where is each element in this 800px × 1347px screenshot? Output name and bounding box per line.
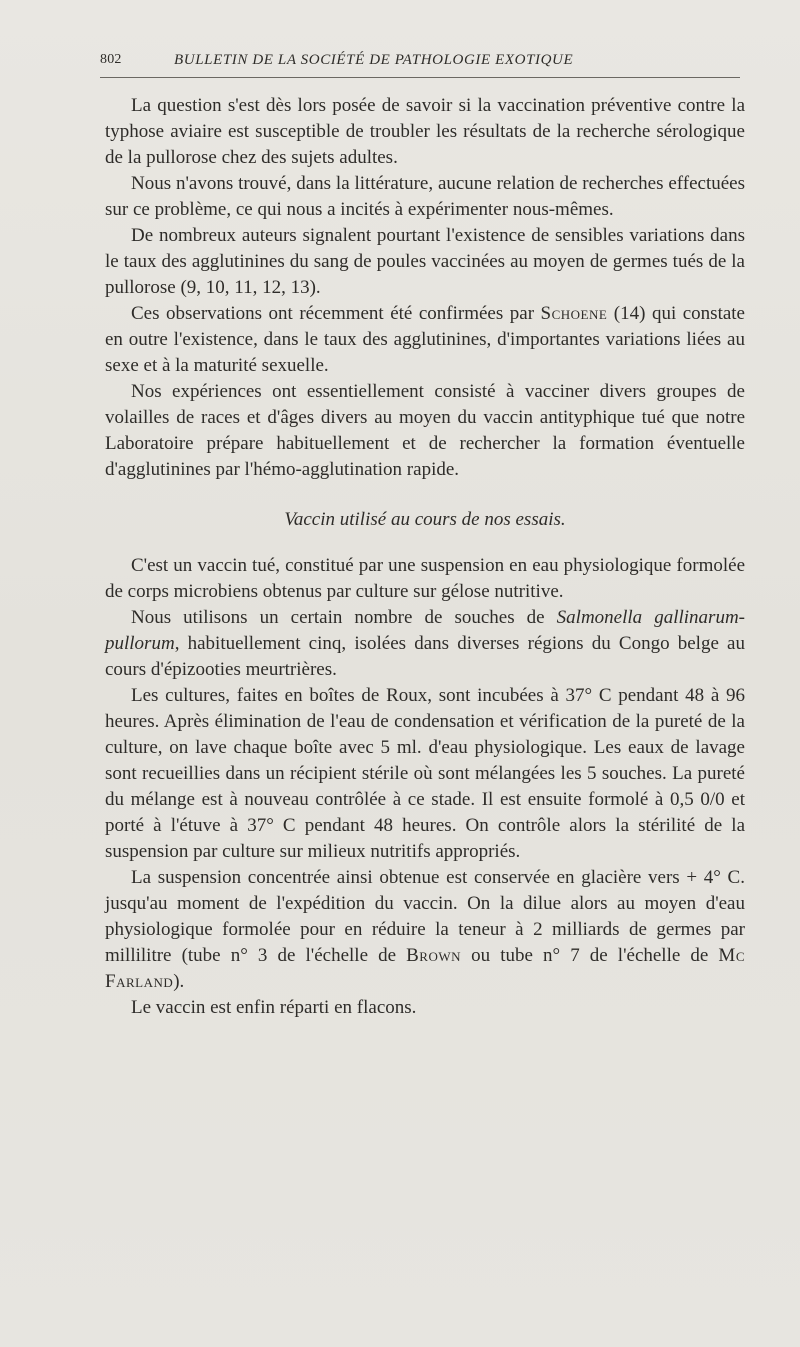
- paragraph-1: La question s'est dès lors posée de savoir si la vaccination préventive contre la typhose aviaire est susceptible de troubler les résultats de la recherche sérologique de la pullorose chez des sujets adultes.: [105, 95, 745, 168]
- running-title: BULLETIN DE LA SOCIÉTÉ DE PATHOLOGIE EXOTIQUE: [174, 52, 574, 68]
- header-rule: [100, 77, 740, 78]
- paragraph-4-text-a: Ces observations ont récemment été confirmées par: [131, 303, 541, 324]
- author-name: Schoene: [540, 303, 608, 324]
- paragraph-9-text-c: ).: [173, 971, 185, 992]
- paragraph-10: Le vaccin est enfin réparti en flacons.: [131, 997, 417, 1018]
- paragraph-9-text-a: La suspension concentrée ainsi obtenue est conservée en glacière vers + 4° C. jusqu'au moment de l'expédition du vaccin. On la dilue alors au moyen d'eau physiologique formolée pour en réduire la teneur à 2 milliards de germes par millilitre (tube n° 3 de l'échelle de: [105, 867, 745, 966]
- page-number: 802: [100, 52, 122, 67]
- paragraph-7: [105, 605, 745, 683]
- paragraph-2: Nous n'avons trouvé, dans la littérature, aucune relation de recherches effectuées sur ce problème, ce qui nous a incités à expérimenter nous-mêmes.: [105, 173, 745, 220]
- author-name-brown: Brown: [406, 945, 462, 966]
- paragraph-6: C'est un vaccin tué, constitué par une suspension en eau physiologique formolée de corps microbiens obtenus par culture sur gélose nutritive.: [105, 555, 745, 602]
- page-header: [100, 52, 750, 74]
- paragraph-5: Nos expériences ont essentiellement consisté à vacciner divers groupes de volailles de races et d'âges divers au moyen du vaccin antityphique tué que notre Laboratoire prépare habituellement et de rechercher la formation éventuelle d'agglutinines par l'hémo-agglutination rapide.: [105, 381, 745, 480]
- paragraph-4: [105, 301, 745, 379]
- paragraph-7-text-b: , habituellement cinq, isolées dans diverses régions du Congo belge au cours d'épizooties meurtrières.: [105, 633, 745, 680]
- paragraph-3: De nombreux auteurs signalent pourtant l'existence de sensibles variations dans le taux des agglutinines du sang de poules vaccinées au moyen de germes tués de la pullorose (9, 10, 11, 12, 13).: [105, 225, 745, 298]
- species-name: Salmonella gallinarum-pullorum: [105, 607, 745, 654]
- body-text: [105, 93, 745, 1021]
- paragraph-8: Les cultures, faites en boîtes de Roux, sont incubées à 37° C pendant 48 à 96 heures. Après élimination de l'eau de condensation et vérification de la pureté de la culture, on lave chaque boîte avec 5 ml. d'eau physiologique. Les eaux de lavage sont recueillies dans un récipient stérile où sont mélangées les 5 souches. La pureté du mélange est à nouveau contrôlée à ce stade. Il est ensuite formolé à 0,5 0/0 et porté à l'étuve à 37° C pendant 48 heures. On contrôle alors la stérilité de la suspension par culture sur milieux nutritifs appropriés.: [105, 685, 745, 862]
- paragraph-9-text-b: ou tube n° 7 de l'échelle de: [461, 945, 719, 966]
- paragraph-7-text-a: Nous utilisons un certain nombre de souches de: [131, 607, 557, 628]
- paragraph-4-text-b: (14) qui constate en outre l'existence, dans le taux des agglutinines, d'importantes variations liées au sexe et à la maturité sexuelle.: [105, 303, 745, 376]
- section-heading: Vaccin utilisé au cours de nos essais.: [284, 509, 566, 530]
- author-name-mcfarland: Mc Farland: [105, 945, 745, 992]
- paragraph-9: [105, 865, 745, 995]
